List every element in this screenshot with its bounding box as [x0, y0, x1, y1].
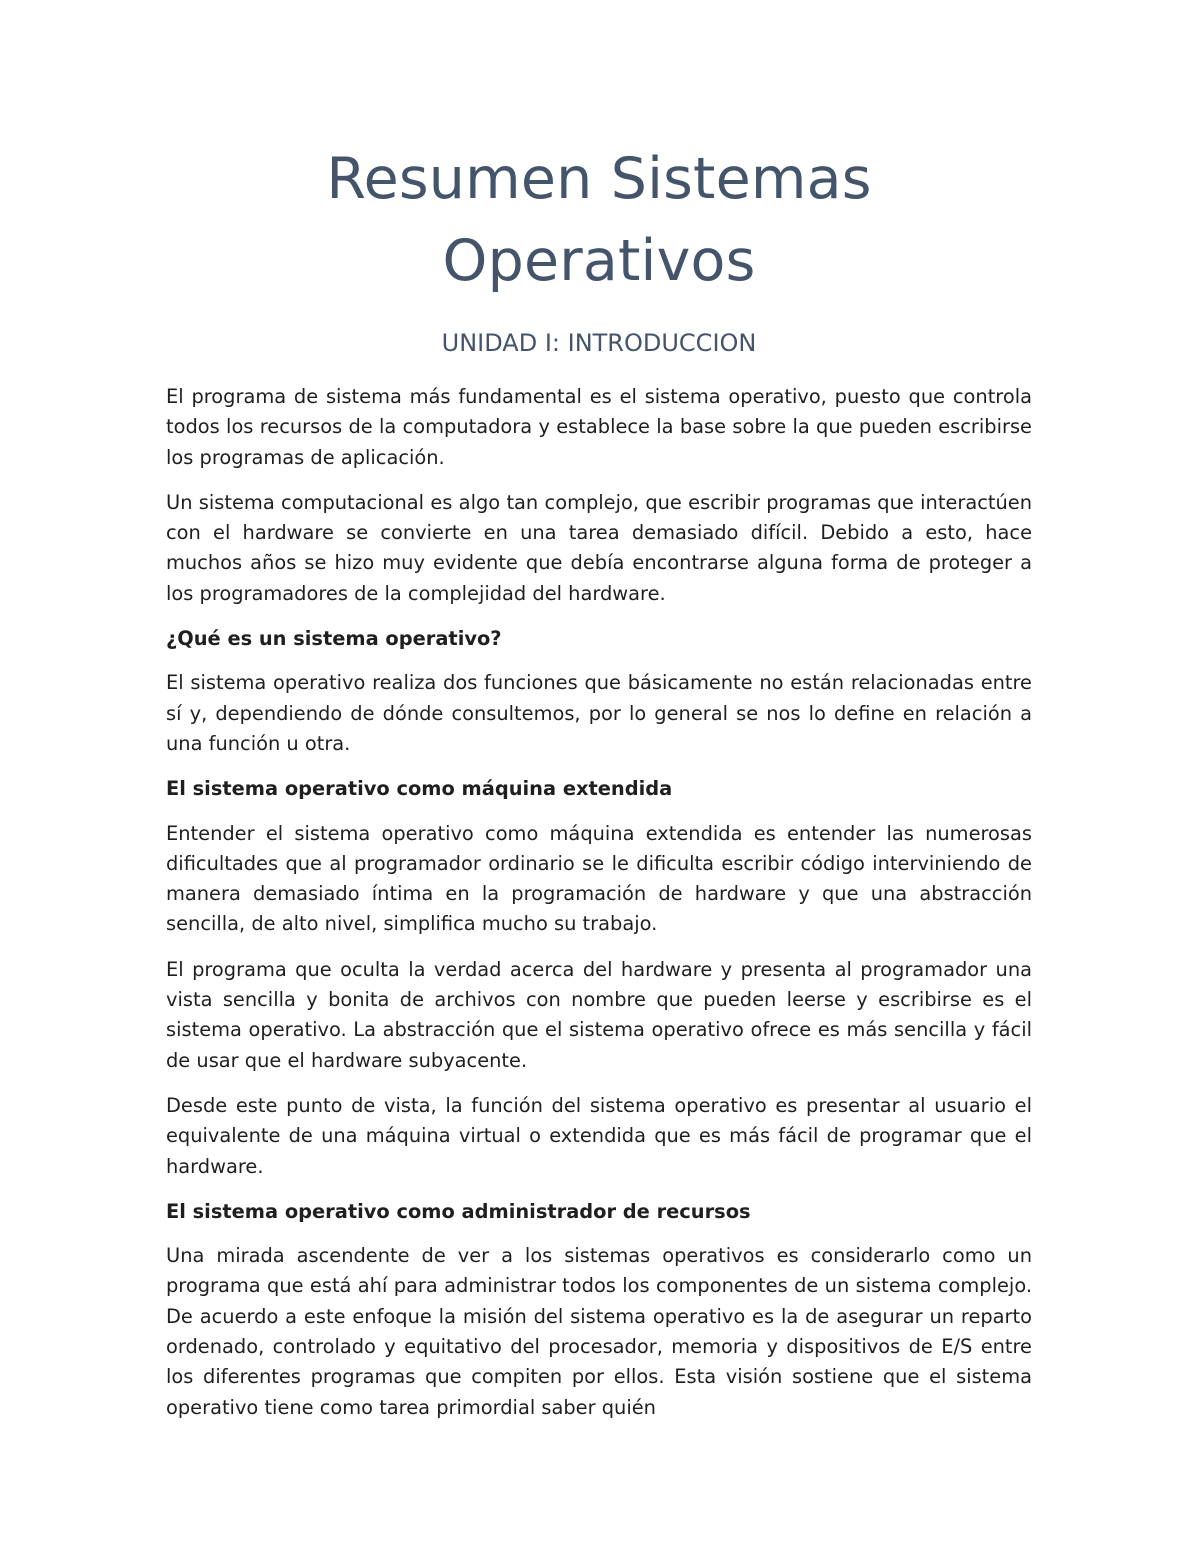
paragraph-extended-machine-3: Desde este punto de vista, la función del sistema operativo es presentar al usuario el equivalente de una máquina virtual o extendida que es más fácil de programar que el hardware. — [166, 1093, 1032, 1178]
paragraph-intro: El programa de sistema más fundamental es el sistema operativo, puesto que controla todos los recursos de la computadora y establece la base sobre la que pueden escribirse los programas de aplicación. — [166, 385, 1032, 469]
paragraph-extended-machine-1: Entender el sistema operativo como máquina extendida es entender las numerosas dificultades que al programador ordinario se le dificulta escribir código interviniendo de manera demasiado íntima en la programación de hardware y que una abstracción sencilla, de alto nivel, simplifica mucho su trabajo. — [166, 821, 1032, 936]
title-line-2: Operativos — [442, 228, 756, 294]
section-heading-what-is-os: ¿Qué es un sistema operativo? — [166, 627, 502, 651]
paragraph-extended-machine-2: El programa que oculta la verdad acerca del hardware y presenta al programador una vista sencilla y bonita de archivos con nombre que pueden leerse y escribirse es el sistema operativo. La abstracción que el sistema operativo ofrece es más sencilla y fácil de usar que el hardware subyacente. — [166, 957, 1032, 1072]
section-heading-resource-manager: El sistema operativo como administrador de recursos — [166, 1199, 751, 1223]
document-title — [166, 138, 1032, 302]
unit-heading: UNIDAD I: INTRODUCCION — [441, 329, 757, 357]
document-page — [166, 138, 1032, 1438]
title-line-1: Resumen Sistemas — [326, 146, 872, 212]
paragraph-resource-manager: Una mirada ascendente de ver a los sistemas operativos es considerarlo como un programa que está ahí para administrar todos los componentes de un sistema complejo. De acuerdo a este enfoque la misión del sistema operativo es la de asegurar un reparto ordenado, controlado y equitativo del procesador, memoria y dispositivos de E/S entre los diferentes programas que compiten por ellos. Esta visión sostiene que el sistema operativo tiene como tarea primordial saber quién — [166, 1244, 1032, 1419]
paragraph-two-functions: El sistema operativo realiza dos funciones que básicamente no están relacionadas entre sí y, dependiendo de dónde consultemos, por lo general se nos lo define en relación a una función u otra. — [166, 671, 1032, 755]
paragraph-complexity: Un sistema computacional es algo tan complejo, que escribir programas que interactúen con el hardware se convierte en una tarea demasiado difícil. Debido a esto, hace muchos años se hizo muy evidente que debía encontrarse alguna forma de proteger a los programadores de la complejidad del hardware. — [166, 490, 1032, 605]
section-heading-extended-machine: El sistema operativo como máquina extendida — [166, 777, 673, 801]
